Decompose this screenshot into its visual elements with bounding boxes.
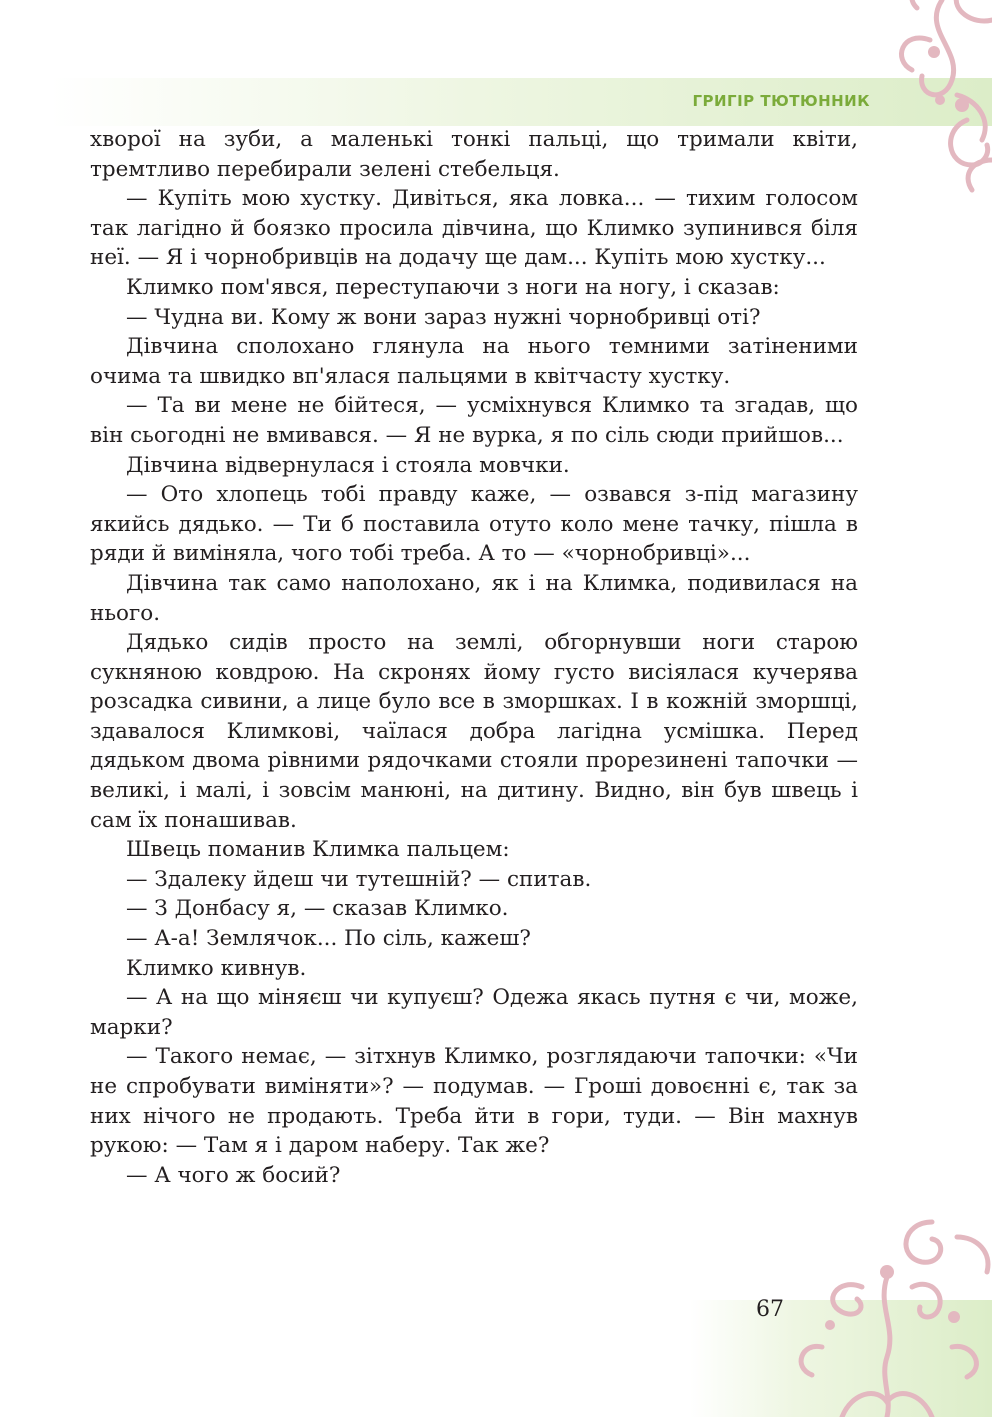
paragraph: — З Донбасу я, — сказав Климко. bbox=[126, 896, 509, 922]
paragraph: — А чого ж босий? bbox=[126, 1162, 341, 1188]
paragraph: — Здалеку йдеш чи тутешній? — спитав. bbox=[126, 866, 592, 892]
paragraph: — Купіть мою хустку. Дивіться, яка ловка... — тихим голосом так лагідно й боязко просила дівчина, що Климко зупинився біля неї. — Я і чорнобривців на додачу ще дам... Купіть мою хустку... bbox=[90, 186, 858, 271]
paragraph: хворої на зуби, а маленькі тонкі пальці, що тримали квіти, тремтливо перебирали зелені стебельця. bbox=[90, 127, 858, 182]
page-number: 67 bbox=[756, 1297, 784, 1322]
paragraph: — Чудна ви. Кому ж вони зараз нужні чорнобривці оті? bbox=[126, 304, 761, 330]
paragraph: — Та ви мене не бійтеся, — усміхнувся Климко та згадав, що він сьогодні не вмивався. — Я не вурка, я по сіль сюди прийшов... bbox=[90, 393, 858, 448]
paragraph: — Такого немає, — зітхнув Климко, розглядаючи тапочки: «Чи не спробувати виміняти»? — подумав. — Гроші довоєнні є, так за них нічого не продають. Треба йти в гори, туди. — Він махнув рукою: — Там я і даром наберу. Так же? bbox=[90, 1044, 858, 1159]
paragraph: — А на що міняєш чи купуєш? Одежа якась путня є чи, може, марки? bbox=[90, 985, 858, 1040]
running-head: ГРИГІР ТЮТЮННИК bbox=[692, 92, 870, 110]
paragraph: — А-а! Землячок... По сіль, кажеш? bbox=[126, 926, 531, 952]
paragraph: Климко кивнув. bbox=[126, 955, 307, 981]
paragraph: — Ото хлопець тобі правду каже, — озвався з-під магазину якийсь дядько. — Ти б поставила отуто коло мене тачку, пішла в ряди й виміняла, чого тобі треба. А то — «чорнобривці»... bbox=[90, 482, 858, 567]
paragraph: Дівчина сполохано глянула на нього темними затіненими очима та швидко вп'ялася пальцями в квітчасту хустку. bbox=[90, 334, 858, 389]
paragraph: Дівчина відвернулася і стояла мовчки. bbox=[126, 452, 570, 478]
paragraph: Дівчина так само наполохано, як і на Климка, подивилася на нього. bbox=[90, 570, 858, 626]
body-text bbox=[90, 125, 858, 1190]
paragraph: Климко пом'явся, переступаючи з ноги на ногу, і сказав: bbox=[126, 274, 780, 300]
paragraph: Дядько сидів просто на землі, обгорнувши ноги старою сукняною ковдрою. На скронях йому густо висіялася кучерява розсадка сивини, а лице було все в зморшках. І в кожній зморшці, здавалося Климкові, чаїлася добра лагідна усмішка. Перед дядьком двома рівними рядочками стояли прорезинені тапочки — великі, і малі, і зовсім манюні, на дитину. Видно, він був швець і сам їх понашивав. bbox=[90, 630, 858, 833]
paragraph: Швець поманив Климка пальцем: bbox=[126, 837, 510, 863]
